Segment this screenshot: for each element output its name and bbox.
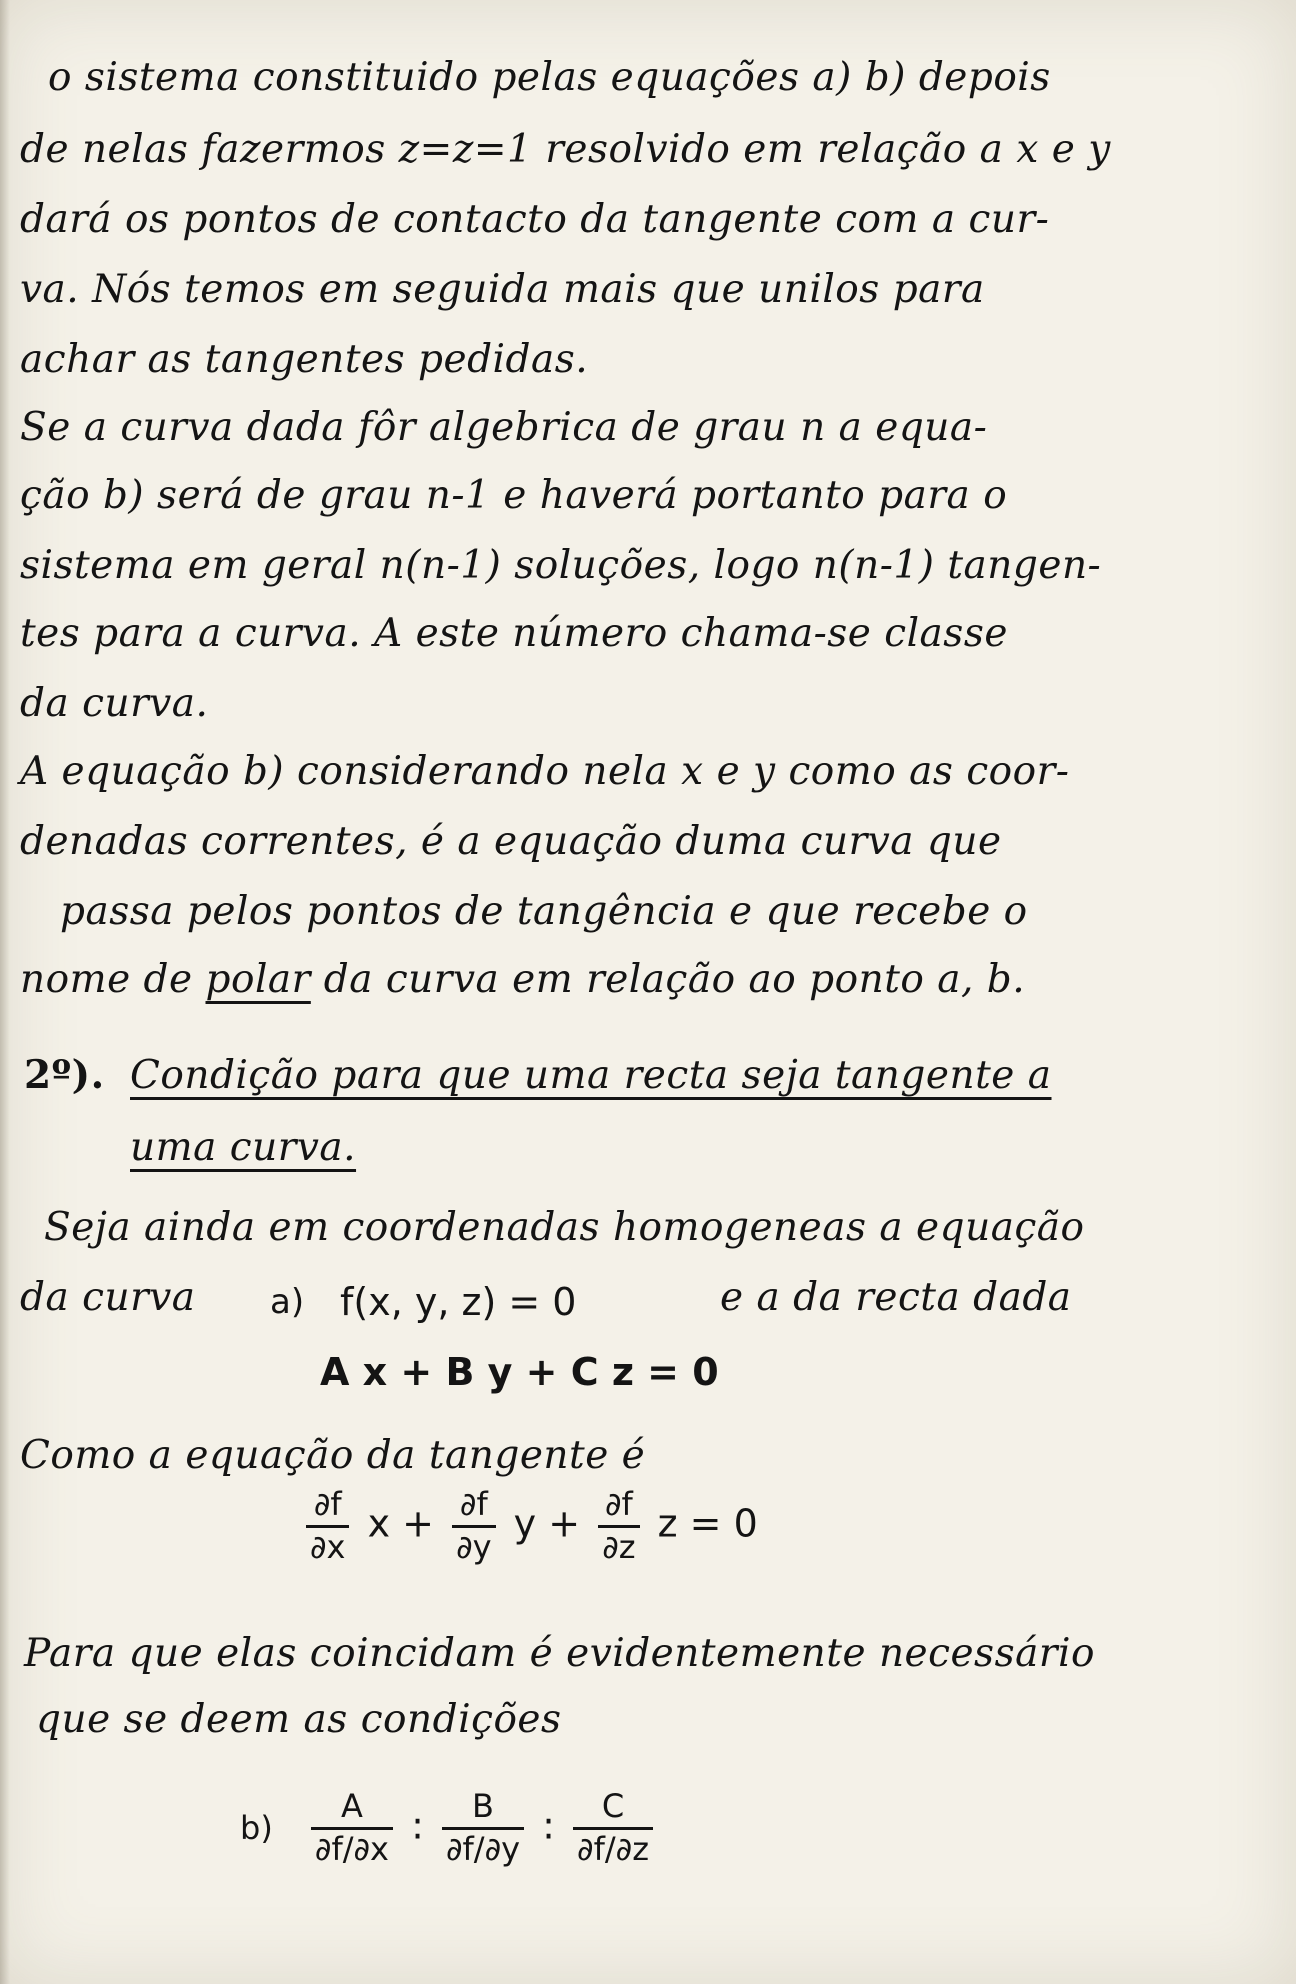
section-title-line-1: Condição para que uma recta seja tangente a — [130, 1053, 1052, 1098]
text-line-2: de nelas fazermos z=z=1 resolvido em relação a x e y — [20, 127, 1111, 172]
tangent-equation — [300, 1485, 758, 1566]
text-line-8: sistema em geral n(n-1) soluções, logo n(n-1) tangen- — [20, 543, 1102, 588]
text-line-recta-dada: e a da recta dada — [720, 1275, 1072, 1320]
text-line-13: passa pelos pontos de tangência e que recebe o — [60, 889, 1028, 934]
frac-den: ∂y — [456, 1527, 492, 1566]
text-line-5: achar as tangentes pedidas. — [20, 337, 589, 382]
text-line-7: ção b) será de grau n-1 e haverá portanto para o — [20, 473, 1008, 518]
eq-a-label: a) — [270, 1282, 305, 1322]
text-line-11: A equação b) considerando nela x e y como as coor- — [20, 749, 1070, 794]
section-number: 2º). — [24, 1052, 105, 1098]
frac-den: ∂z — [602, 1527, 636, 1566]
frac-df-dy — [452, 1485, 495, 1566]
frac-A — [311, 1787, 393, 1868]
text-line-4: va. Nós temos em seguida mais que unilos para — [20, 267, 985, 312]
term-x: x + — [367, 1501, 434, 1546]
frac-num: ∂f — [459, 1485, 488, 1523]
eq-line: A x + B y + C z = 0 — [320, 1350, 719, 1394]
frac-num: A — [340, 1787, 363, 1825]
ratio-sep: : — [542, 1803, 555, 1848]
frac-df-dx — [306, 1485, 349, 1566]
frac-den: ∂f/∂y — [445, 1829, 521, 1868]
frac-C — [573, 1787, 653, 1868]
text-line-condicoes: que se deem as condições — [36, 1697, 562, 1742]
text-line-para-que: Para que elas coincidam é evidentemente necessário — [24, 1631, 1095, 1676]
ratio-sep: : — [411, 1803, 424, 1848]
frac-num: ∂f — [604, 1485, 633, 1523]
text-line-10: da curva. — [20, 681, 209, 726]
frac-num: ∂f — [313, 1485, 342, 1523]
frac-num: C — [601, 1787, 625, 1825]
frac-num: B — [472, 1787, 494, 1825]
frac-den: ∂x — [310, 1527, 346, 1566]
condition-equation — [240, 1787, 659, 1868]
text-line-da-curva: da curva — [20, 1275, 196, 1320]
text-line-12: denadas correntes, é a equação duma curva que — [20, 819, 1002, 864]
term-y: y + — [513, 1501, 581, 1546]
page-edge-shadow — [0, 0, 10, 1984]
polar-word: polar — [205, 957, 311, 1002]
text-line-9: tes para a curva. A este número chama-se classe — [20, 611, 1008, 656]
frac-B — [442, 1787, 524, 1868]
frac-df-dz — [598, 1485, 639, 1566]
text-line-3: dará os pontos de contacto da tangente com a cur- — [20, 197, 1050, 242]
text-line-6: Se a curva dada fôr algebrica de grau n a equa- — [20, 405, 988, 450]
term-z: z = 0 — [657, 1501, 758, 1546]
eq-a: f(x, y, z) = 0 — [340, 1280, 577, 1324]
frac-den: ∂f/∂x — [314, 1829, 389, 1868]
text-line-como: Como a equação da tangente é — [20, 1433, 646, 1478]
text-line-1: o sistema constituido pelas equações a) b) depois — [48, 55, 1051, 100]
eq-b-label: b) — [240, 1808, 273, 1847]
text-line-14: nome de polar da curva em relação ao ponto a, b. — [20, 957, 1026, 1002]
section-title-line-2: uma curva. — [130, 1125, 357, 1170]
frac-den: ∂f/∂z — [577, 1829, 649, 1868]
text-line-seja: Seja ainda em coordenadas homogeneas a equação — [44, 1205, 1085, 1250]
